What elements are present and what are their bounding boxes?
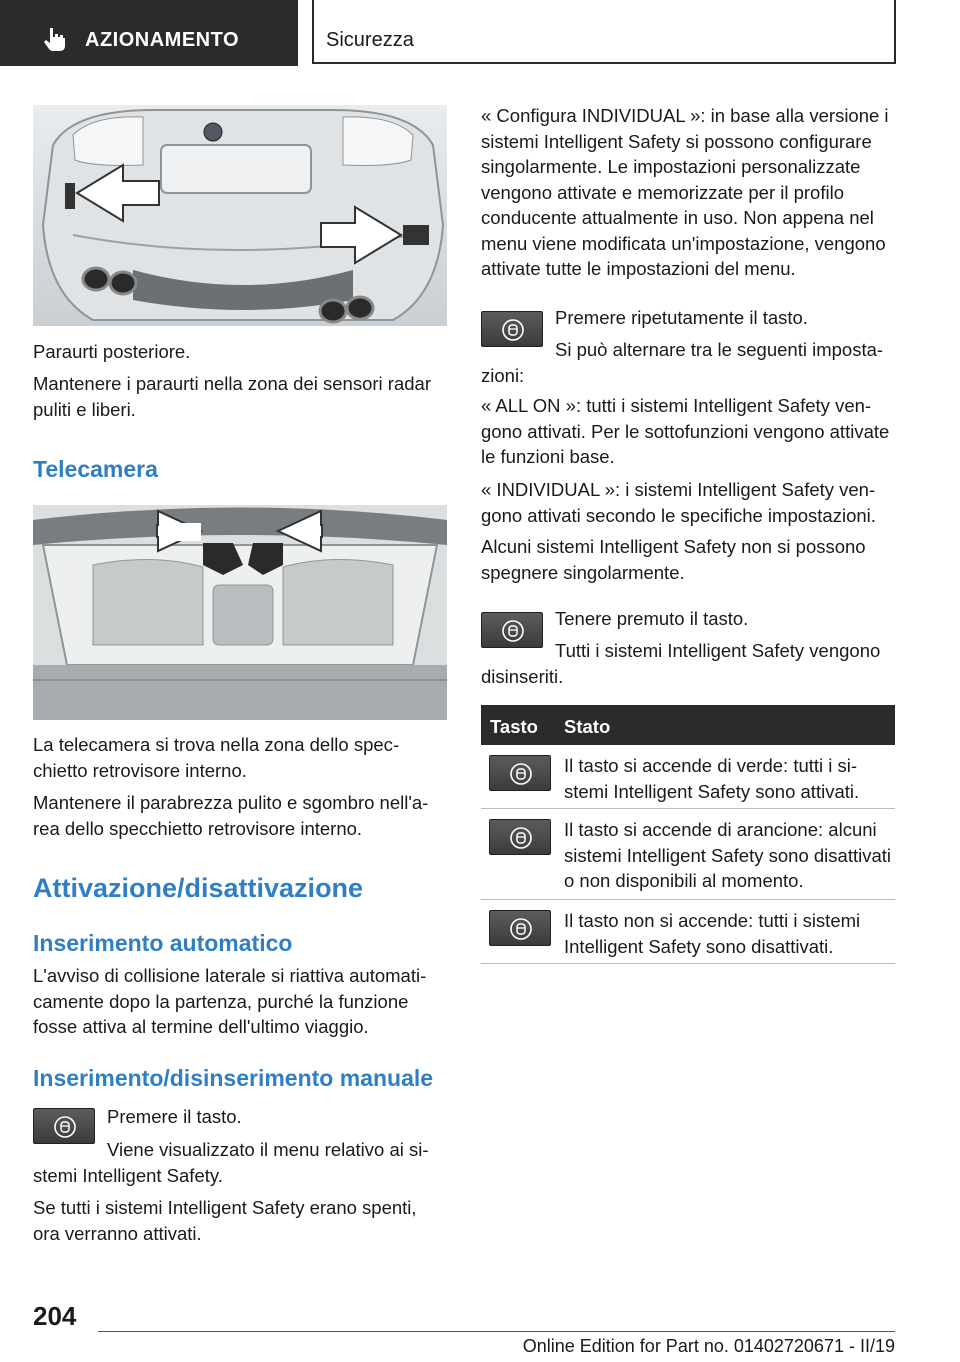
key-off-icon — [489, 910, 551, 946]
all-on-text: « ALL ON »: tutti i sistemi Intelligent Safety vengono attivati. Per le sottofunzioni vengono attivate le funzioni base. — [481, 395, 890, 467]
table-row — [481, 809, 895, 900]
auto-heading: Inserimento automatico — [33, 930, 293, 956]
state-orange-text: Il tasto si accende di arancione: alcuni sistemi Intelligent Safety sono disattivati o non disponibili al momento. — [564, 819, 891, 891]
individual-mode-text: « INDIVIDUAL »: i sistemi Intelligent Safety vengono attivati secondo le specifiche impostazioni. — [481, 479, 876, 526]
car-safety-icon — [509, 826, 533, 850]
bumper-caption: Paraurti posteriore. — [33, 341, 191, 362]
hold-text: Tenere premuto il tasto. — [555, 608, 749, 629]
all-off-text: Tutti i sistemi Intelligent Safety vengono disinseriti. — [481, 640, 881, 687]
page-number: 204 — [33, 1301, 77, 1331]
camera-text-1: La telecamera si trova nella zona dello specchietto retrovisore interno. — [33, 734, 400, 781]
camera-figure — [33, 505, 447, 720]
col-key-header: Tasto — [490, 716, 538, 737]
camera-illustration — [33, 505, 447, 720]
edition-footer: Online Edition for Part no. 01402720671 - II/19 — [522, 1336, 895, 1356]
individual-config-text: « Configura INDIVIDUAL »: in base alla versione i sistemi Intelligent Safety si possono configurare singolarmente. Le impostazioni personalizzate vengono attivate e memorizzate per il profilo conducente attualmente in uso. Non appena nel menu viene modificata un'impostazione, vengono attivate tutte le impostazioni del menu. — [481, 105, 889, 279]
rear-bumper-figure — [33, 105, 447, 326]
table-row — [481, 900, 895, 964]
bumper-text: Mantenere i paraurti nella zona dei sensori radar puliti e liberi. — [33, 373, 431, 420]
state-off-text: Il tasto non si accende: tutti i sistemi Intelligent Safety sono disattivati. — [564, 910, 861, 957]
section-title: AZIONAMENTO — [85, 29, 240, 51]
car-safety-icon — [509, 762, 533, 786]
manual-heading: Inserimento/disinserimento manuale — [33, 1065, 434, 1091]
auto-text: L'avviso di collisione laterale si riattiva automaticamente dopo la partenza, purché la funzione fosse attiva al termine dell'ultimo viaggio. — [33, 965, 427, 1037]
state-table-header — [481, 705, 895, 745]
key-orange-icon — [489, 819, 551, 855]
car-safety-icon — [509, 917, 533, 941]
camera-text-2: Mantenere il parabrezza pulito e sgombro nell'area dello specchietto retrovisore interno. — [33, 792, 429, 839]
press-repeat-text: Premere ripetutamente il tasto. — [555, 307, 808, 328]
hand-pointer-icon — [42, 26, 68, 52]
alternate-text: Si può alternare tra le seguenti impostazioni: — [481, 339, 884, 386]
activation-heading: Attivazione/disattivazione — [33, 873, 364, 903]
manual-press-text: Premere il tasto. — [107, 1106, 242, 1127]
footer-divider — [98, 1331, 895, 1332]
section-tab — [0, 0, 298, 66]
car-safety-icon — [53, 1115, 77, 1139]
key-green-icon — [489, 755, 551, 791]
chapter-title: Sicurezza — [326, 29, 414, 51]
col-state-header: Stato — [564, 716, 611, 737]
manual-menu-text: Viene visualizzato il menu relativo ai sistemi Intelligent Safety. — [33, 1139, 429, 1186]
manual-off-text: Se tutti i sistemi Intelligent Safety erano spenti, ora verranno attivati. — [33, 1197, 417, 1244]
chapter-box — [312, 0, 896, 64]
camera-heading: Telecamera — [33, 456, 158, 482]
cannot-off-text: Alcuni sistemi Intelligent Safety non si possono spegnere singolarmente. — [481, 536, 866, 583]
table-row — [481, 745, 895, 809]
rear-bumper-illustration — [33, 105, 447, 326]
state-green-text: Il tasto si accende di verde: tutti i sistemi Intelligent Safety sono attivati. — [564, 755, 860, 802]
